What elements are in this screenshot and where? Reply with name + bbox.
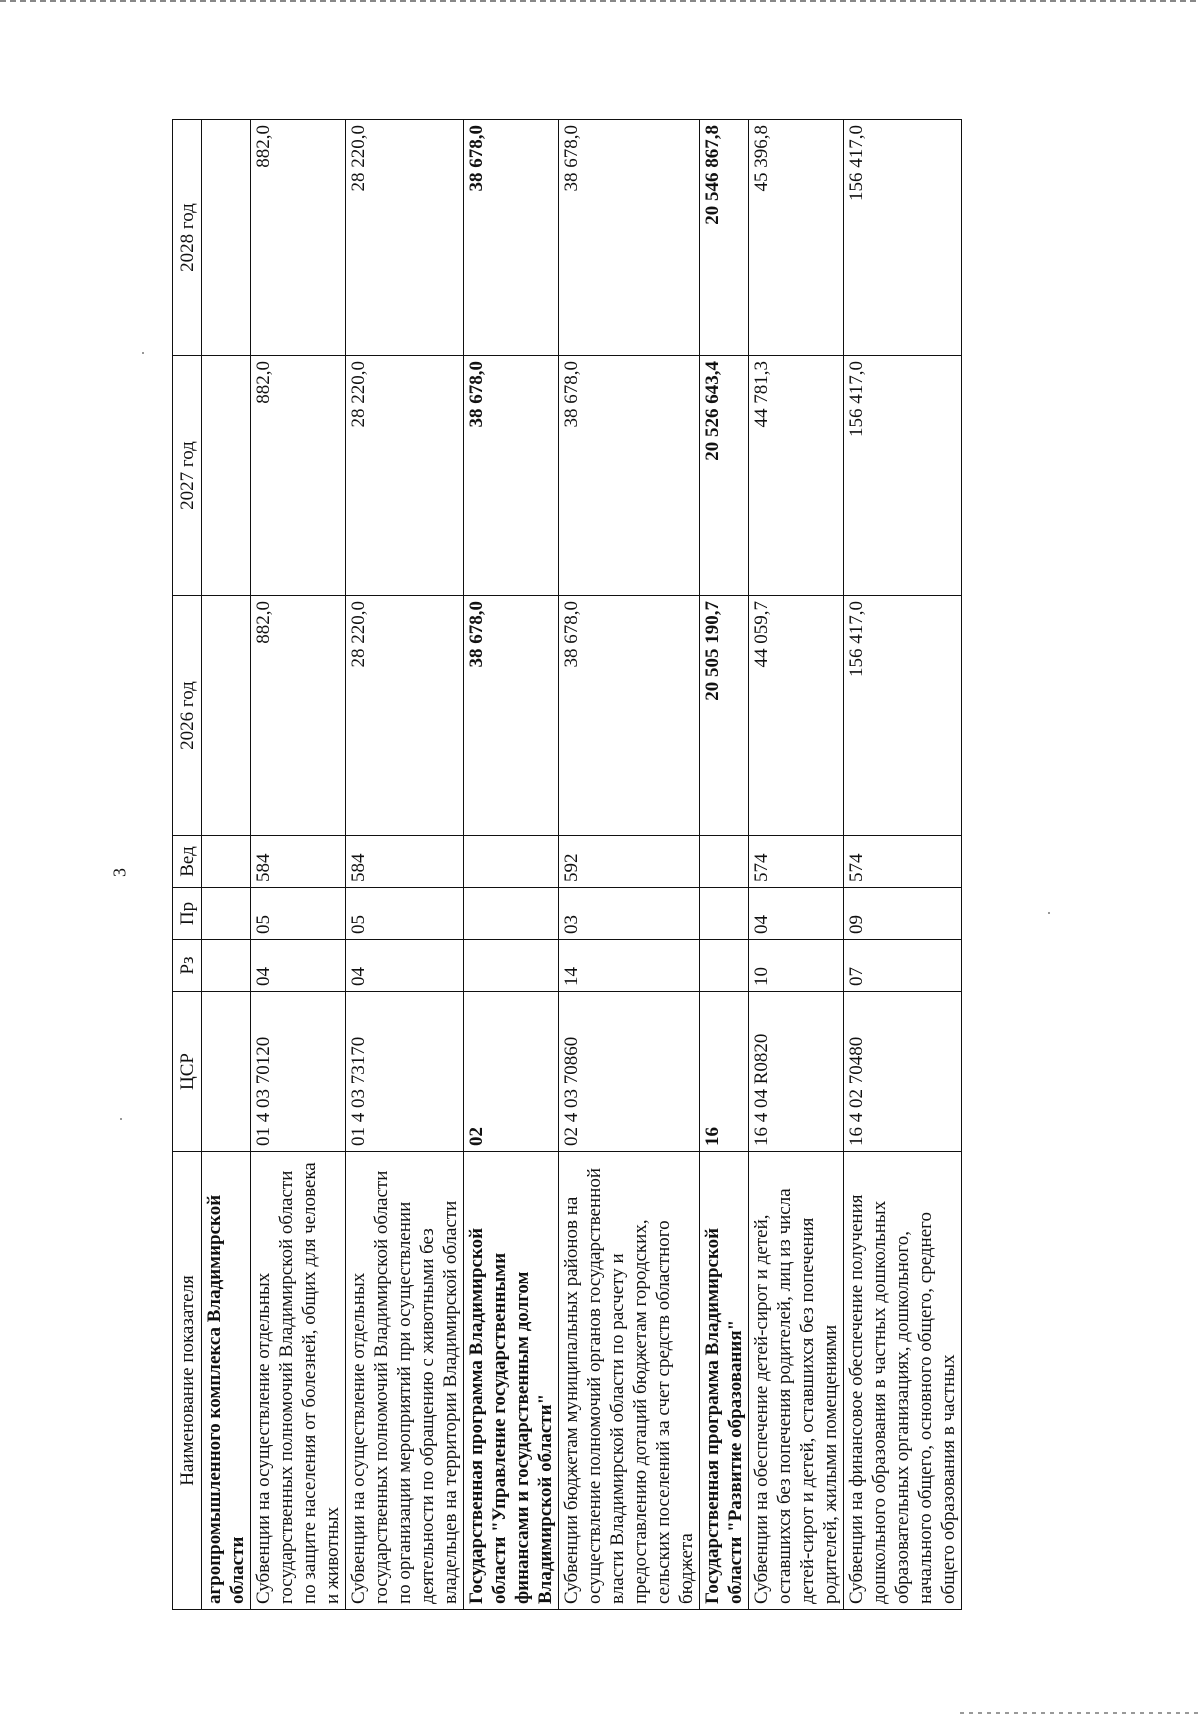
row-ved: 584 <box>251 836 346 888</box>
row-ved: 574 <box>844 836 962 888</box>
row-rz: 14 <box>559 940 700 992</box>
row-name: Субвенции на осуществление отдельных государственных полномочий Владимирской области по организации мероприятий при осуществлении деятельности по обращению с животными без владельцев на территории Владимирской области <box>346 1152 464 1610</box>
row-2026: 20 505 190,7 <box>700 596 749 836</box>
row-ved <box>464 836 559 888</box>
table-row <box>749 120 844 1610</box>
row-2026: 44 059,7 <box>749 596 844 836</box>
row-name: агропромышленного комплекса Владимирской области <box>202 1152 251 1610</box>
header-rz: Рз <box>173 940 202 992</box>
row-2026 <box>202 596 251 836</box>
row-name: Субвенции на финансовое обеспечение получения дошкольного образования в частных дошкольных образовательных организациях, дошкольного, начального общего, основного общего, среднего общего образования в частных <box>844 1152 962 1610</box>
row-2027: 44 781,3 <box>749 356 844 596</box>
header-2027: 2027 год <box>173 356 202 596</box>
scan-speck <box>142 352 144 354</box>
row-ved: 574 <box>749 836 844 888</box>
row-csr: 16 <box>700 992 749 1152</box>
table-row <box>559 120 700 1610</box>
row-2027: 28 220,0 <box>346 356 464 596</box>
row-2028: 156 417,0 <box>844 120 962 356</box>
header-pr: Пр <box>173 888 202 940</box>
scan-speck <box>120 1118 122 1120</box>
header-csr: ЦСР <box>173 992 202 1152</box>
row-2027 <box>202 356 251 596</box>
table-row <box>346 120 464 1610</box>
table-header-row <box>173 120 202 1610</box>
row-csr: 01 4 03 73170 <box>346 992 464 1152</box>
row-pr <box>202 888 251 940</box>
row-rz <box>202 940 251 992</box>
row-rz <box>700 940 749 992</box>
budget-table <box>172 119 962 1610</box>
row-rz: 07 <box>844 940 962 992</box>
row-2027: 38 678,0 <box>559 356 700 596</box>
row-pr: 05 <box>251 888 346 940</box>
row-csr: 02 <box>464 992 559 1152</box>
rotated-table-container <box>172 120 1134 1610</box>
scan-edge-bottom <box>960 1712 1200 1714</box>
row-csr: 01 4 03 70120 <box>251 992 346 1152</box>
header-2028: 2028 год <box>173 120 202 356</box>
row-pr: 09 <box>844 888 962 940</box>
row-2027: 38 678,0 <box>464 356 559 596</box>
row-2028: 38 678,0 <box>464 120 559 356</box>
header-name: Наименование показателя <box>173 1152 202 1610</box>
row-name: Субвенции на осуществление отдельных государственных полномочий Владимирской области по защите населения от болезней, общих для человека и животных <box>251 1152 346 1610</box>
row-name: Государственная программа Владимирской области "Развитие образования" <box>700 1152 749 1610</box>
row-2028: 20 546 867,8 <box>700 120 749 356</box>
row-2026: 38 678,0 <box>464 596 559 836</box>
row-2028: 38 678,0 <box>559 120 700 356</box>
row-csr <box>202 992 251 1152</box>
row-2028 <box>202 120 251 356</box>
header-2026: 2026 год <box>173 596 202 836</box>
row-ved <box>202 836 251 888</box>
row-2026: 38 678,0 <box>559 596 700 836</box>
row-csr: 02 4 03 70860 <box>559 992 700 1152</box>
row-rz: 04 <box>251 940 346 992</box>
row-2026: 156 417,0 <box>844 596 962 836</box>
row-2027: 20 526 643,4 <box>700 356 749 596</box>
row-ved: 584 <box>346 836 464 888</box>
row-2028: 882,0 <box>251 120 346 356</box>
table-row <box>844 120 962 1610</box>
table-row <box>700 120 749 1610</box>
table-row <box>464 120 559 1610</box>
row-csr: 16 4 04 R0820 <box>749 992 844 1152</box>
row-name: Субвенции бюджетам муниципальных районов на осуществление полномочий органов государственной власти Владимирской области по расчету и предоставлению дотаций бюджетам городских, сельских поселений за счет средств областного бюджета <box>559 1152 700 1610</box>
scan-edge-top <box>0 0 1200 2</box>
row-2027: 882,0 <box>251 356 346 596</box>
row-rz: 04 <box>346 940 464 992</box>
row-rz: 10 <box>749 940 844 992</box>
row-2027: 156 417,0 <box>844 356 962 596</box>
row-pr: 04 <box>749 888 844 940</box>
row-rz <box>464 940 559 992</box>
row-ved <box>700 836 749 888</box>
row-2026: 28 220,0 <box>346 596 464 836</box>
table-row <box>251 120 346 1610</box>
row-pr: 03 <box>559 888 700 940</box>
row-name: Государственная программа Владимирской области "Управление государственными финансами и государственным долгом Владимирской области" <box>464 1152 559 1610</box>
row-2028: 28 220,0 <box>346 120 464 356</box>
row-2026: 882,0 <box>251 596 346 836</box>
row-pr: 05 <box>346 888 464 940</box>
header-ved: Вед <box>173 836 202 888</box>
table-row <box>202 120 251 1610</box>
row-ved: 592 <box>559 836 700 888</box>
row-csr: 16 4 02 70480 <box>844 992 962 1152</box>
row-2028: 45 396,8 <box>749 120 844 356</box>
row-pr <box>464 888 559 940</box>
page-number: 3 <box>109 868 130 877</box>
row-name: Субвенции на обеспечение детей-сирот и детей, оставшихся без попечения родителей, лиц из числа детей-сирот и детей, оставшихся без попечения родителей, жилыми помещениями <box>749 1152 844 1610</box>
row-pr <box>700 888 749 940</box>
